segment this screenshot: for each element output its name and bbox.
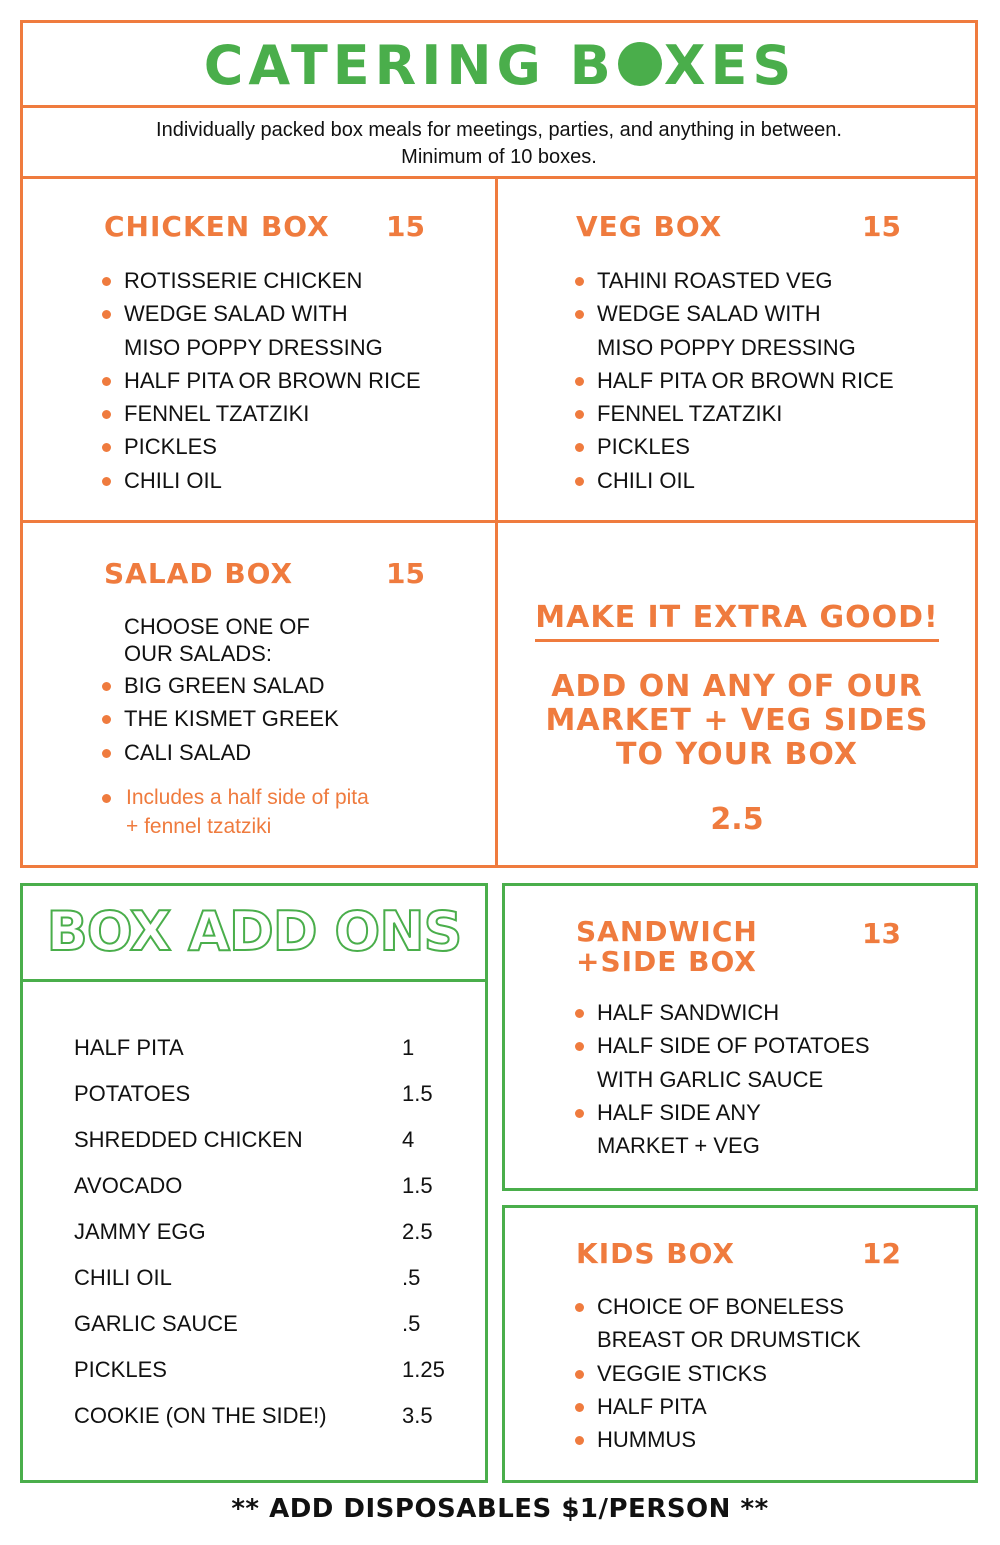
sandwich-box-price: 13 xyxy=(862,917,901,950)
list-item: FENNEL TZATZIKI xyxy=(575,397,965,430)
list-item: WEDGE SALAD WITH xyxy=(575,297,965,330)
list-item: PICKLES xyxy=(102,430,482,463)
title-o-dot xyxy=(618,42,662,86)
list-item: HALF PITA xyxy=(575,1390,965,1423)
list-item: HALF SANDWICH xyxy=(575,996,965,1029)
kids-box-price: 12 xyxy=(862,1237,901,1270)
intro-text xyxy=(20,117,978,171)
list-item: THE KISMET GREEK xyxy=(102,702,482,735)
list-item: PICKLES xyxy=(575,430,965,463)
list-item: BIG GREEN SALAD xyxy=(102,669,482,702)
salad-box-note: Includes a half side of pita + fennel tzatziki xyxy=(102,783,482,841)
add-ons-title: BOX ADD ONS xyxy=(46,900,462,963)
page-title xyxy=(0,34,1000,97)
kids-box-title: KIDS BOX xyxy=(576,1237,736,1270)
veg-box-price: 15 xyxy=(862,210,901,243)
list-item: HALF SIDE ANY xyxy=(575,1096,965,1129)
list-item: HALF PITA OR BROWN RICE xyxy=(102,364,482,397)
title-text-start: CATERING B xyxy=(203,34,616,97)
title-divider xyxy=(23,105,975,108)
list-item: ROTISSERIE CHICKEN xyxy=(102,264,482,297)
disposables-note: ** ADD DISPOSABLES $1/PERSON ** xyxy=(231,1494,769,1524)
veg-box-title: VEG BOX xyxy=(576,210,723,243)
list-item: BREAST OR DRUMSTICK xyxy=(597,1327,861,1353)
list-item: CHILI OIL xyxy=(575,464,965,497)
salad-box-price: 15 xyxy=(386,557,425,590)
extra-good-description: ADD ON ANY OF OUR MARKET + VEG SIDES TO YOUR BOX xyxy=(545,669,929,772)
list-item: CHOICE OF BONELESS xyxy=(575,1290,965,1323)
list-item: MARKET + VEG xyxy=(597,1133,760,1159)
intro-line: Individually packed box meals for meetings, parties, and anything in between. xyxy=(156,119,842,141)
extra-good-price: 2.5 xyxy=(710,802,764,837)
list-item: VEGGIE STICKS xyxy=(575,1357,965,1390)
chicken-box-price: 15 xyxy=(386,210,425,243)
list-item: HALF SIDE OF POTATOES xyxy=(575,1029,965,1062)
salad-box-items xyxy=(102,669,482,769)
title-text-end: XES xyxy=(663,34,797,97)
list-item: FENNEL TZATZIKI xyxy=(102,397,482,430)
intro-minimum: Minimum of 10 boxes. xyxy=(401,146,597,168)
extra-good-heading: MAKE IT EXTRA GOOD! xyxy=(498,600,976,635)
sandwich-box-title: SANDWICH +SIDE BOX xyxy=(576,915,758,978)
list-item: HALF PITA OR BROWN RICE xyxy=(575,364,965,397)
salad-box-title: SALAD BOX xyxy=(104,557,294,590)
sandwich-box-items xyxy=(575,996,965,1162)
kids-box-items xyxy=(575,1290,965,1456)
chicken-box-title: CHICKEN BOX xyxy=(104,210,330,243)
list-item: MISO POPPY DRESSING xyxy=(124,334,383,360)
salad-box-intro: CHOOSE ONE OF OUR SALADS: xyxy=(124,614,310,666)
list-item: WITH GARLIC SAUCE xyxy=(597,1066,824,1092)
intro-divider xyxy=(23,176,975,179)
chicken-box-items xyxy=(102,264,482,497)
middle-divider xyxy=(23,520,975,523)
list-item: CALI SALAD xyxy=(102,736,482,769)
list-item: MISO POPPY DRESSING xyxy=(597,334,856,360)
list-item: TAHINI ROASTED VEG xyxy=(575,264,965,297)
list-item: CHILI OIL xyxy=(102,464,482,497)
note-bullet xyxy=(102,794,111,803)
add-ons-divider xyxy=(23,979,485,982)
veg-box-items xyxy=(575,264,965,497)
list-item: WEDGE SALAD WITH xyxy=(102,297,482,330)
list-item: HUMMUS xyxy=(575,1423,965,1456)
